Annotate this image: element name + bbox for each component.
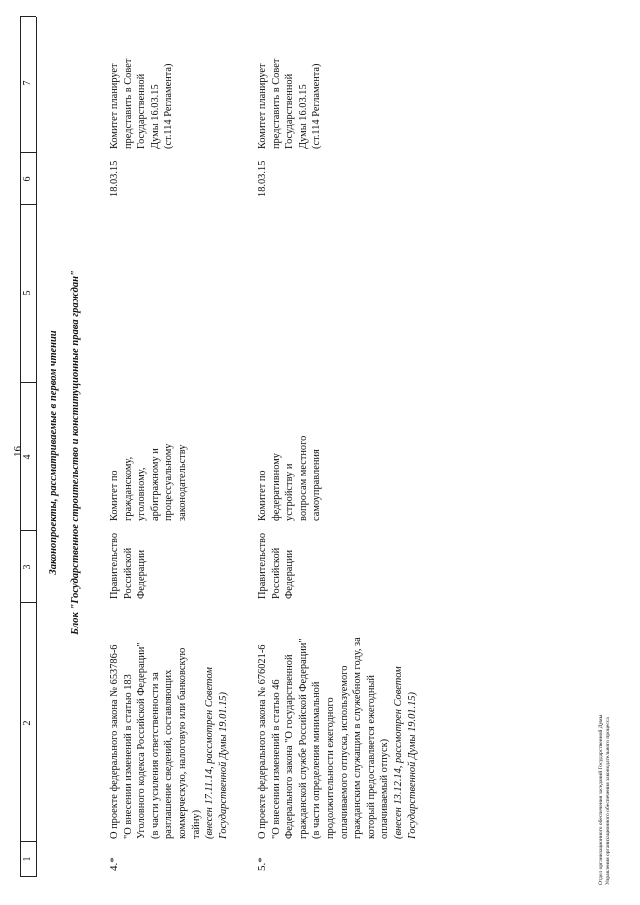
column-divider: [20, 602, 36, 603]
column-number: 1: [22, 856, 33, 862]
bill-title: [256, 637, 419, 839]
bill-note-line: (внесен 17.11.14, рассмотрен Советом: [204, 667, 216, 839]
bill-title-line: О проекте федерального закона № 653786-6: [109, 644, 120, 839]
initiator-line: Правительство: [109, 532, 120, 599]
table-top-border: [20, 17, 21, 877]
note-line: (ст.114 Регламента): [163, 63, 175, 149]
bill-title-line: "О внесении изменений в статью 183: [122, 674, 134, 839]
column-divider: [20, 204, 36, 205]
bill-note-line: Государственной Думы 19.01.15): [217, 692, 229, 839]
bill-title-line: продолжительности ежегодного: [324, 697, 336, 839]
note-line: представить в Совет: [270, 58, 282, 149]
table-right-border: [20, 16, 36, 17]
bill-title-line: гражданской службе Российской Федерации": [297, 638, 309, 839]
initiator-line: Российской: [270, 547, 282, 599]
note-line: Думы 16.03.15: [149, 84, 161, 149]
committee-line: вопросам местного: [297, 435, 309, 521]
committee-line: арбитражному и: [149, 448, 161, 521]
note-line: Государственной: [284, 73, 296, 149]
note-line: Государственной: [136, 73, 148, 149]
note-line: Комитет планирует: [257, 63, 268, 149]
committee-line: гражданскому,: [122, 456, 134, 521]
bill-note-line: Государственной Думы 19.01.15): [406, 692, 418, 839]
bill-title-line: Уголовного кодекса Российской Федерации": [136, 642, 148, 839]
initiator-line: Российской: [122, 547, 134, 599]
committee-line: Комитет по: [109, 470, 120, 521]
column-divider: [20, 152, 36, 153]
committee: [256, 436, 324, 521]
bill-title-line: оплачиваемого отпуска, используемого: [338, 665, 350, 839]
bill-title-line: (в части определения минимальной: [311, 681, 323, 839]
committee-line: Комитет по: [257, 470, 268, 521]
bill-title-line: оплачиваемый отпуск): [379, 738, 391, 839]
committee-line: процессуальному: [163, 443, 175, 521]
column-number: 5: [22, 290, 33, 296]
bill-title-line: разглашение сведений, составляющих: [163, 669, 175, 839]
note-line: Комитет планирует: [109, 63, 120, 149]
note-line: (ст.114 Регламента): [311, 63, 323, 149]
column-divider: [20, 530, 36, 531]
section-title: Законопроекты, рассматриваемые в первом чтении: [48, 330, 59, 575]
column-divider: [20, 841, 36, 842]
bill-title-line: О проекте федерального закона № 676021-6: [257, 644, 268, 839]
note: [256, 59, 324, 149]
column-number: 7: [22, 80, 33, 86]
bill-title-line: Федерального закона "О государственной: [284, 654, 296, 839]
bill-title-line: коммерческую, налоговую или банковскую: [176, 647, 188, 839]
initiator: [256, 533, 297, 599]
page-number: 16: [12, 446, 24, 457]
committee-line: законодательству: [176, 444, 188, 521]
bill-title-line: который предоставляется ежегодный: [365, 675, 377, 839]
review-date: 18.03.15: [257, 160, 268, 197]
committee-line: уголовному,: [136, 467, 148, 521]
column-number: 4: [22, 454, 33, 460]
row-number: 5.*: [256, 857, 268, 871]
committee: [108, 444, 190, 521]
column-number: 6: [22, 176, 33, 182]
bill-title-line: (в части усиления ответственности за: [149, 672, 161, 839]
column-number: 3: [22, 564, 33, 570]
initiator: [108, 533, 149, 599]
column-number-row-border: [36, 17, 37, 877]
column-number: 2: [22, 720, 33, 726]
initiator-line: Правительство: [257, 532, 268, 599]
page-footer: [598, 715, 612, 885]
column-divider: [20, 382, 36, 383]
bill-title: [108, 642, 230, 839]
footer-line: Управления организационного обеспечения законодательного процесса: [605, 717, 611, 885]
note-line: Думы 16.03.15: [297, 84, 309, 149]
bill-note-line: (внесен 13.12.14, рассмотрен Советом: [392, 666, 404, 839]
row-number: 4.*: [108, 857, 120, 871]
note-line: представить в Совет: [122, 58, 134, 149]
bill-title-line: тайну): [190, 809, 202, 839]
note: [108, 59, 176, 149]
initiator-line: Федерации: [136, 549, 148, 599]
committee-line: самоуправления: [311, 449, 323, 521]
table-left-border: [20, 876, 36, 877]
committee-line: устройству и: [284, 463, 296, 521]
block-title: Блок "Государственное строительство и конституционные права граждан": [70, 270, 81, 635]
committee-line: федеративному: [270, 453, 282, 521]
bill-title-line: "О внесении изменений в статью 46: [270, 679, 282, 839]
review-date: 18.03.15: [109, 160, 120, 197]
initiator-line: Федерации: [284, 549, 296, 599]
footer-line: Отдел организационного обеспечения заседаний Государственной Думы: [598, 714, 604, 885]
bill-title-line: гражданским служащим в служебном году, за: [352, 637, 364, 839]
